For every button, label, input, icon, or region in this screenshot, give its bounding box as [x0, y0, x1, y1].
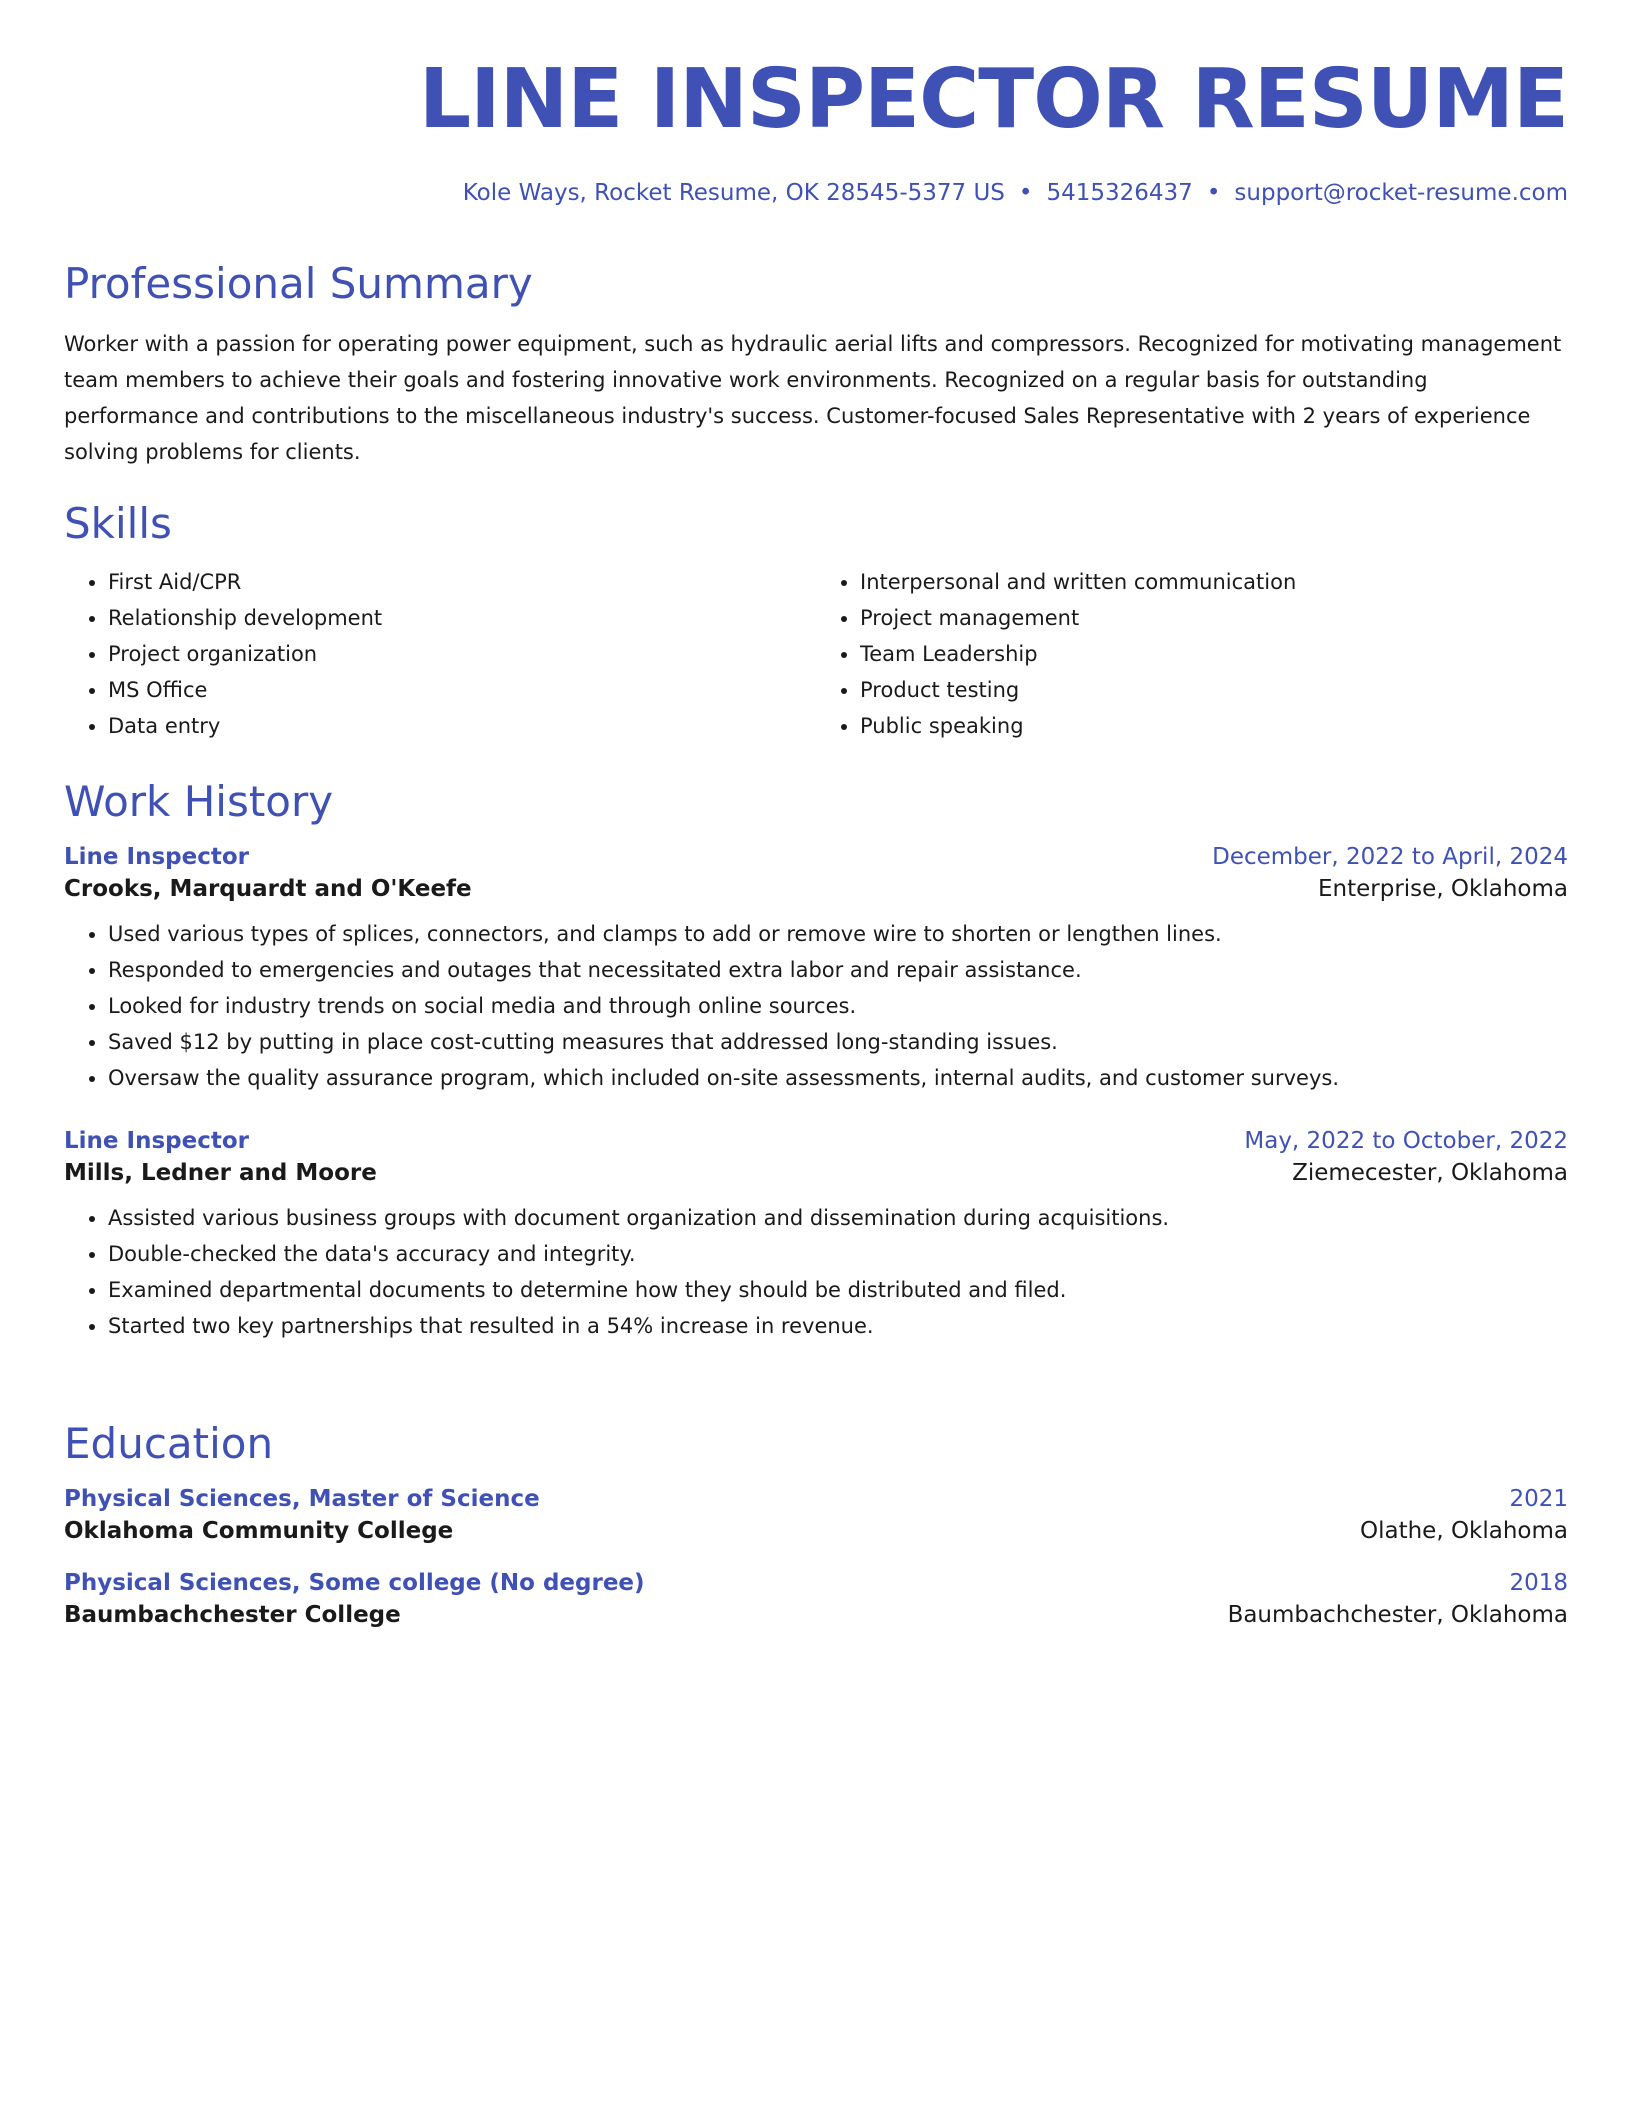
section-title-education: Education [64, 1419, 274, 1468]
job-bullet: • Oversaw the quality assurance program, which included on-site assessments, internal audits, and customer surveys. [108, 1060, 1568, 1096]
education-header-row [64, 1570, 1568, 1596]
job-entry [64, 1128, 1568, 1344]
education-year: 2018 [1509, 1570, 1568, 1596]
education-entry [64, 1570, 1568, 1628]
job-title: Line Inspector [64, 1128, 249, 1154]
education-location: Baumbachchester, Oklahoma [1227, 1602, 1568, 1628]
education-degree: Physical Sciences, Master of Science [64, 1486, 540, 1512]
skill-item: • Project organization [108, 636, 816, 672]
job-employer-row [64, 876, 1568, 902]
contact-email[interactable]: support@rocket-resume.com [1234, 180, 1568, 206]
skill-item: • Public speaking [860, 708, 1568, 744]
skills-section [64, 498, 1568, 744]
skill-item: • Team Leadership [860, 636, 1568, 672]
job-bullet: • Looked for industry trends on social media and through online sources. [108, 988, 1568, 1024]
education-school-row [64, 1602, 1568, 1628]
skill-item: • Data entry [108, 708, 816, 744]
summary-section [64, 258, 1568, 470]
education-degree: Physical Sciences, Some college (No degree) [64, 1570, 645, 1596]
skill-item: • First Aid/CPR [108, 564, 816, 600]
education-school: Baumbachchester College [64, 1602, 401, 1628]
job-bullet: • Used various types of splices, connectors, and clamps to add or remove wire to shorten or lengthen lines. [108, 916, 1568, 952]
skill-item: • Project management [860, 600, 1568, 636]
job-bullet: • Saved $12 by putting in place cost-cutting measures that addressed long-standing issues. [108, 1024, 1568, 1060]
job-bullet: • Examined departmental documents to determine how they should be distributed and filed. [108, 1272, 1568, 1308]
resume-title: LINE INSPECTOR RESUME [418, 52, 1568, 147]
education-entry [64, 1486, 1568, 1544]
education-section [64, 1418, 1568, 1628]
job-employer: Mills, Ledner and Moore [64, 1160, 377, 1186]
bullet-separator: • [1018, 180, 1033, 206]
job-title: Line Inspector [64, 844, 249, 870]
skill-item: • Relationship development [108, 600, 816, 636]
work-history-section [64, 776, 1568, 1344]
skill-item: • MS Office [108, 672, 816, 708]
job-header-row [64, 1128, 1568, 1154]
contact-info [463, 180, 1568, 206]
job-header-row [64, 844, 1568, 870]
job-bullet: • Responded to emergencies and outages that necessitated extra labor and repair assistance. [108, 952, 1568, 988]
skills-list-right [816, 564, 1568, 744]
skills-columns [64, 564, 1568, 744]
education-location: Olathe, Oklahoma [1359, 1518, 1568, 1544]
job-location: Enterprise, Oklahoma [1318, 876, 1568, 902]
education-header-row [64, 1486, 1568, 1512]
section-title-skills: Skills [64, 499, 172, 548]
job-location: Ziemecester, Oklahoma [1292, 1160, 1568, 1186]
job-bullets [64, 916, 1568, 1096]
skills-list-left [64, 564, 816, 744]
job-bullets [64, 1200, 1568, 1344]
skill-item: • Product testing [860, 672, 1568, 708]
job-bullet: • Started two key partnerships that resulted in a 54% increase in revenue. [108, 1308, 1568, 1344]
section-title-summary: Professional Summary [64, 259, 533, 308]
bullet-separator: • [1206, 180, 1221, 206]
section-title-work-history: Work History [64, 777, 334, 826]
job-dates: May, 2022 to October, 2022 [1244, 1128, 1568, 1154]
education-school: Oklahoma Community College [64, 1518, 454, 1544]
education-year: 2021 [1509, 1486, 1568, 1512]
contact-phone[interactable]: 5415326437 [1046, 180, 1193, 206]
skill-item: • Interpersonal and written communication [860, 564, 1568, 600]
job-dates: December, 2022 to April, 2024 [1212, 844, 1568, 870]
job-bullet: • Assisted various business groups with document organization and dissemination during acquisitions. [108, 1200, 1568, 1236]
job-employer: Crooks, Marquardt and O'Keefe [64, 876, 472, 902]
education-school-row [64, 1518, 1568, 1544]
contact-address: Kole Ways, Rocket Resume, OK 28545-5377 US [462, 180, 1005, 206]
job-entry [64, 844, 1568, 1096]
job-bullet: • Double-checked the data's accuracy and integrity. [108, 1236, 1568, 1272]
job-employer-row [64, 1160, 1568, 1186]
summary-text: Worker with a passion for operating power equipment, such as hydraulic aerial lifts and compressors. Recognized for motivating management team members to achieve their goals and fostering innovative work environments. Recognized on a regular basis for outstanding performance and contributions to the miscellaneous industry's success. Customer-focused Sales Representative with 2 years of experience solving problems for clients. [64, 332, 1562, 464]
